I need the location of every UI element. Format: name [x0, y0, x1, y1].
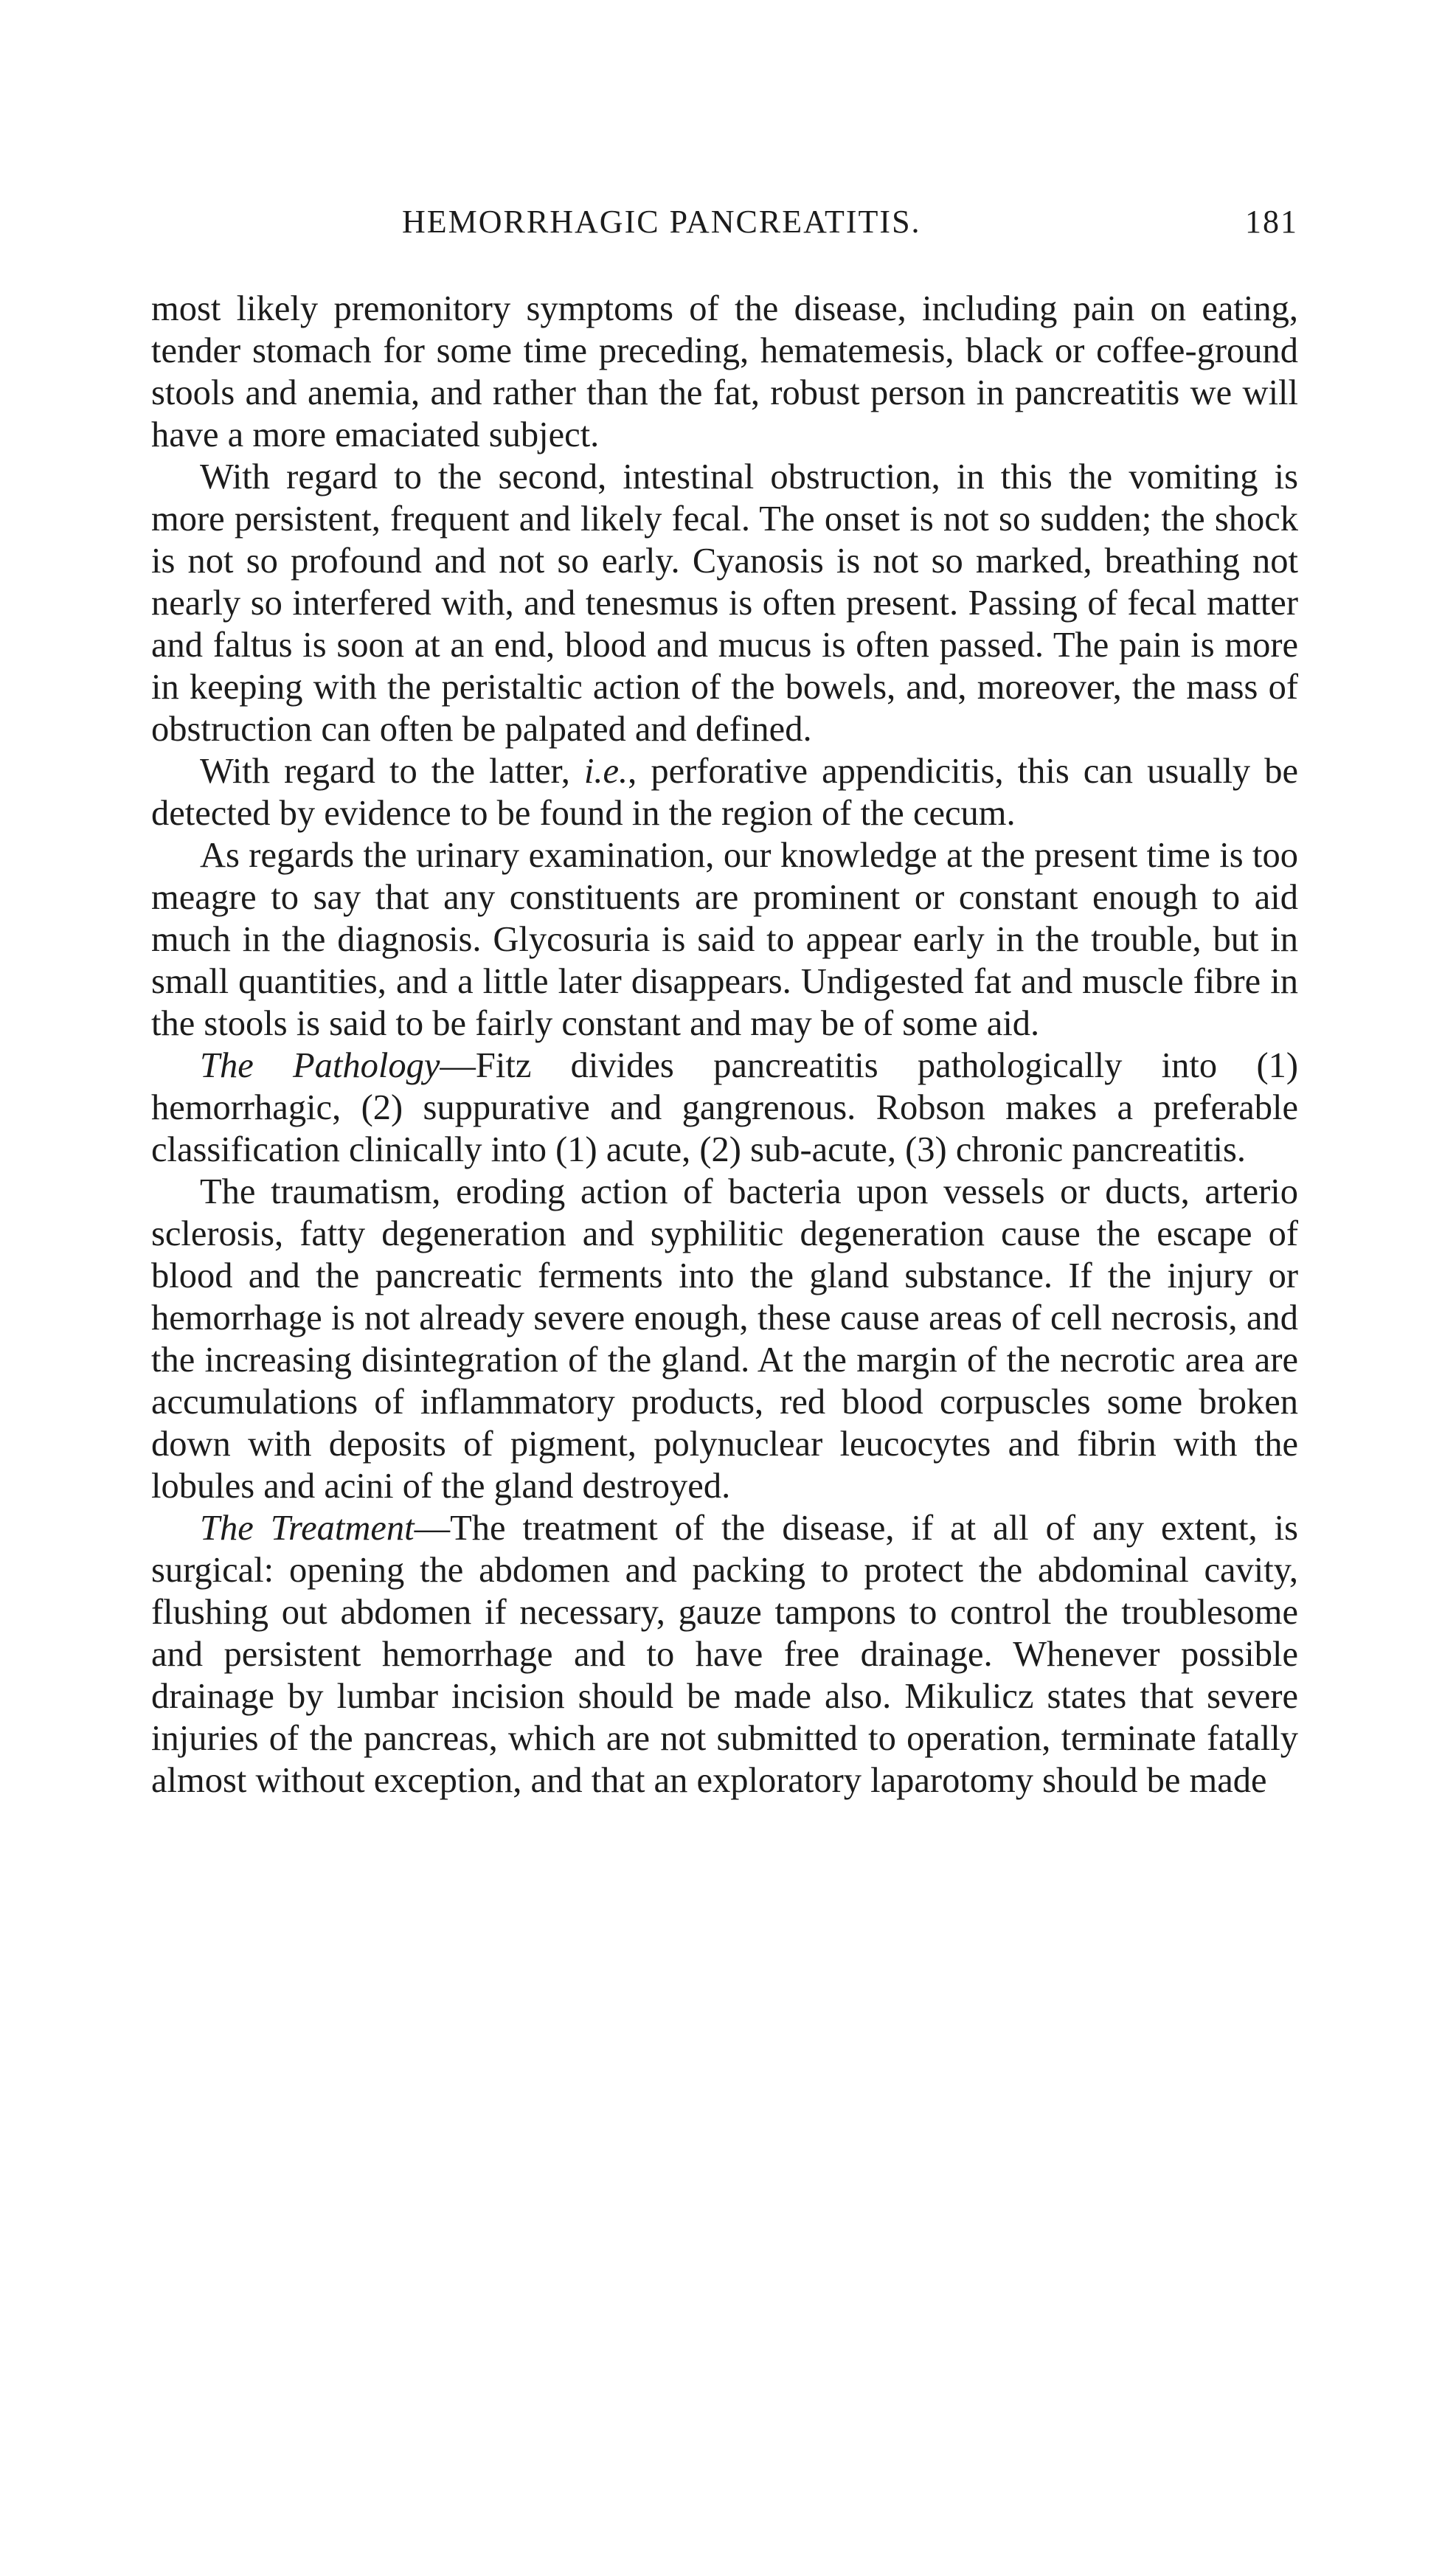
body-text — [151, 288, 1298, 1802]
page-number: 181 — [1245, 204, 1298, 240]
page-header — [151, 203, 1298, 247]
paragraph-traumatism: The traumatism, eroding action of bacteria upon vessels or ducts, arterio sclerosis, fatty degeneration and syphilitic degeneration cause the escape of blood and the pancreatic ferments into the gland substance. If the injury or hemorrhage is not already severe enough, these cause areas of cell necrosis, and the increasing disintegration of the gland. At the margin of the necrotic area are accumulations of inflammatory products, red blood corpuscles some broken down with deposits of pigment, polynuclear leucocytes and fibrin with the lobules and acini of the gland destroyed. — [151, 1172, 1298, 1506]
italic-abbreviation: i.e. — [583, 752, 628, 791]
paragraph-appendicitis — [151, 750, 1298, 834]
paragraph-urinary-examination: As regards the urinary examination, our knowledge at the present time is too meagre to say that any constituents are prominent or constant enough to aid much in the diagnosis. Glycosuria is said to appear early in the trouble, but in small quantities, and a little later disappears. Undigested fat and muscle fibre in the stools is said to be fairly constant and may be of some aid. — [151, 836, 1298, 1043]
paragraph-intestinal-obstruction: With regard to the second, intestinal obstruction, in this the vomiting is more persistent, frequent and likely fecal. The onset is not so sudden; the shock is not so profound and not so early. Cyanosis is not so marked, breathing not nearly so interfered with, and tenesmus is often present. Passing of fecal matter and faltus is soon at an end, blood and mucus is often passed. The pain is more in keeping with the peristaltic action of the bowels, and, moreover, the mass of obstruction can often be palpated and defined. — [151, 457, 1298, 749]
running-title: HEMORRHAGIC PANCREATITIS. — [402, 204, 921, 240]
paragraph-pathology — [151, 1045, 1298, 1171]
text-segment: —The treatment of the disease, if at all of any extent, is surgical: opening the abdomen and packing to protect the abdominal cavity, flushing out abdomen if necessary, gauze tampons to control the troublesome and persistent hemorrhage and to have free drainage. Whenever possible drainage by lumbar incision should be made also. Mikulicz states that severe injuries of the pancreas, which are not submitted to operation, terminate fatally almost without exception, and that an exploratory laparotomy should be made — [151, 1509, 1298, 1800]
section-heading-pathology: The Pathology — [200, 1046, 440, 1085]
section-heading-treatment: The Treatment — [200, 1509, 415, 1548]
paragraph-continuation: most likely premonitory symptoms of the disease, including pain on eating, tender stomach for some time preceding, hematemesis, black or coffee-ground stools and anemia, and rather than the fat, robust person in pancreatitis we will have a more emaciated subject. — [151, 289, 1298, 454]
text-segment: With regard to the latter, — [200, 752, 584, 791]
text-segment: —Fitz divides pancreatitis pathologically into (1) hemorrhagic, (2) suppurative and gangrenous. Robson makes a preferable classification clinically into (1) acute, (2) sub-acute, (3) chronic pancreatitis. — [151, 1046, 1298, 1169]
text-segment: , perforative appendicitis, this can usually be detected by evidence to be found in the region of the cecum. — [151, 752, 1298, 833]
paragraph-treatment — [151, 1507, 1298, 1802]
